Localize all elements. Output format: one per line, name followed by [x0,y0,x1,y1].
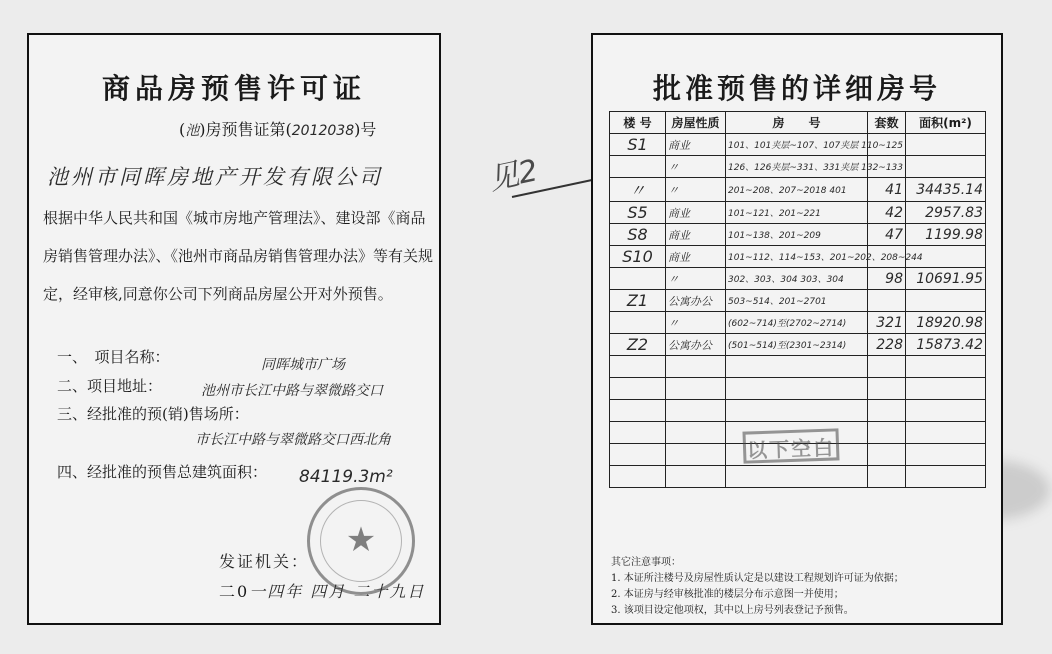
empty-cell [610,444,666,466]
table-row [610,246,986,268]
area-cell: 34435.14 [906,178,986,202]
area-cell: 15873.42 [906,334,986,356]
room-no-cell: 101~138、201~209 [726,224,868,246]
issuing-authority-label: 发证机关： [219,552,310,571]
building-cell: S10 [610,246,666,268]
room-no-cell: 101~112、114~153、201~202、208~244 [726,246,868,268]
item-2-label: 二、项目地址： [57,377,163,395]
empty-table-row [610,466,986,488]
item-4-label: 四、经批准的预售总建筑面积： [57,463,268,481]
empty-cell [906,356,986,378]
nature-cell: 商业 [666,134,726,156]
nature-cell: 〃 [666,268,726,290]
empty-cell [868,400,906,422]
item-3-value: 市长江中路与翠微路交口西北角 [195,432,391,448]
empty-cell [726,356,868,378]
empty-cell [726,466,868,488]
area-cell [906,134,986,156]
col-area: 面积(m²) [906,112,986,134]
count-cell: 321 [868,312,906,334]
count-cell: 98 [868,268,906,290]
table-row [610,178,986,202]
empty-cell [906,400,986,422]
empty-cell [868,466,906,488]
issue-date: 二0一四年 四月 二十九日 [219,582,426,601]
empty-cell [610,356,666,378]
count-cell: 228 [868,334,906,356]
blank-below-stamp: 以下空白 [742,428,839,463]
area-cell: 1199.98 [906,224,986,246]
empty-cell [868,444,906,466]
room-no-cell: (602~714)至(2702~2714) [726,312,868,334]
area-cell [906,156,986,178]
table-row [610,334,986,356]
building-cell: Z2 [610,334,666,356]
col-nature: 房屋性质 [666,112,726,134]
empty-cell [906,378,986,400]
empty-table-row [610,400,986,422]
item-2-value: 池州市长江中路与翠微路交口 [201,383,383,399]
room-no-cell: 503~514、201~2701 [726,290,868,312]
room-no-cell: 302、303、304 303、304 [726,268,868,290]
building-cell: 〃 [610,178,666,202]
count-cell: 47 [868,224,906,246]
building-cell: S5 [610,202,666,224]
nature-cell: 〃 [666,312,726,334]
company-name: 池州市同晖房地产开发有限公司 [47,165,383,189]
unit-detail-title: 批准预售的详细房号 [652,72,941,105]
note-item: 3. 该项目设定他项权，其中以上房号列表登记予预售。 [611,605,854,616]
table-row [610,290,986,312]
room-no-cell: 101、101夹层~107、107夹层 110~125 [726,134,868,156]
table-row [610,202,986,224]
building-cell: Z1 [610,290,666,312]
room-no-cell: (501~514)至(2301~2314) [726,334,868,356]
empty-cell [906,422,986,444]
empty-cell [868,422,906,444]
building-cell [610,156,666,178]
nature-cell: 公寓办公 [666,334,726,356]
area-cell: 18920.98 [906,312,986,334]
permit-title: 商品房预售许可证 [101,72,366,105]
empty-cell [666,400,726,422]
permit-body-text: 根据中华人民共和国《城市房地产管理法》、建设部《商品房销售管理办法》、《池州市商品房销售管理办法》等有关规定，经审核,同意你公司下列商品房屋公开对外预售。 [43,209,434,303]
empty-cell [868,356,906,378]
table-row [610,268,986,290]
col-count: 套数 [868,112,906,134]
table-header-row [610,112,986,134]
count-cell: 41 [868,178,906,202]
empty-table-row [610,356,986,378]
presale-permit-panel [27,33,441,625]
notes-heading: 其它注意事项： [611,557,681,568]
nature-cell: 商业 [666,224,726,246]
nature-cell: 〃 [666,156,726,178]
empty-cell [666,356,726,378]
nature-cell: 商业 [666,246,726,268]
building-cell: S8 [610,224,666,246]
table-row [610,312,986,334]
empty-cell [868,378,906,400]
empty-cell [666,466,726,488]
item-1-label: 一、 项目名称： [57,348,170,366]
empty-cell [610,400,666,422]
empty-cell [666,422,726,444]
item-4-value: 84119.3m² [299,467,393,487]
notes-section [611,555,991,619]
nature-cell: 〃 [666,178,726,202]
col-building: 楼 号 [610,112,666,134]
item-3-label: 三、经批准的预(销)售场所： [57,405,249,423]
seal-star-icon: ★ [345,520,377,560]
empty-cell [666,444,726,466]
nature-cell: 公寓办公 [666,290,726,312]
empty-cell [906,444,986,466]
building-cell [610,312,666,334]
area-cell: 10691.95 [906,268,986,290]
cert-hand-number: 2012038 [291,123,355,139]
empty-table-row [610,378,986,400]
table-row [610,156,986,178]
room-no-cell: 101~121、201~221 [726,202,868,224]
note-item: 1. 本证所注楼号及房屋性质认定是以建设工程规划许可证为依据； [611,573,904,584]
unit-detail-panel [591,33,1003,625]
room-no-cell: 201~208、207~2018 401 [726,178,868,202]
room-no-cell: 126、126夹层~331、331夹层 132~133 [726,156,868,178]
item-1-value: 同晖城市广场 [261,357,345,373]
note-item: 2. 本证房与经审核批准的楼层分布示意图一并使用； [611,589,844,600]
table-row [610,224,986,246]
handwritten-annotation: 见2 [485,153,541,198]
building-cell [610,268,666,290]
count-cell: 42 [868,202,906,224]
col-room-no: 房 号 [726,112,868,134]
nature-cell: 商业 [666,202,726,224]
empty-cell [610,378,666,400]
area-cell [906,290,986,312]
cert-hand-region: 池 [185,123,200,139]
certificate-number: (池)房预售证第(2012038)号 [179,120,377,139]
empty-cell [726,400,868,422]
empty-cell [906,466,986,488]
table-row [610,134,986,156]
building-cell: S1 [610,134,666,156]
empty-cell [666,378,726,400]
empty-cell [610,466,666,488]
empty-cell [726,378,868,400]
empty-cell [610,422,666,444]
count-cell [868,290,906,312]
area-cell: 2957.83 [906,202,986,224]
